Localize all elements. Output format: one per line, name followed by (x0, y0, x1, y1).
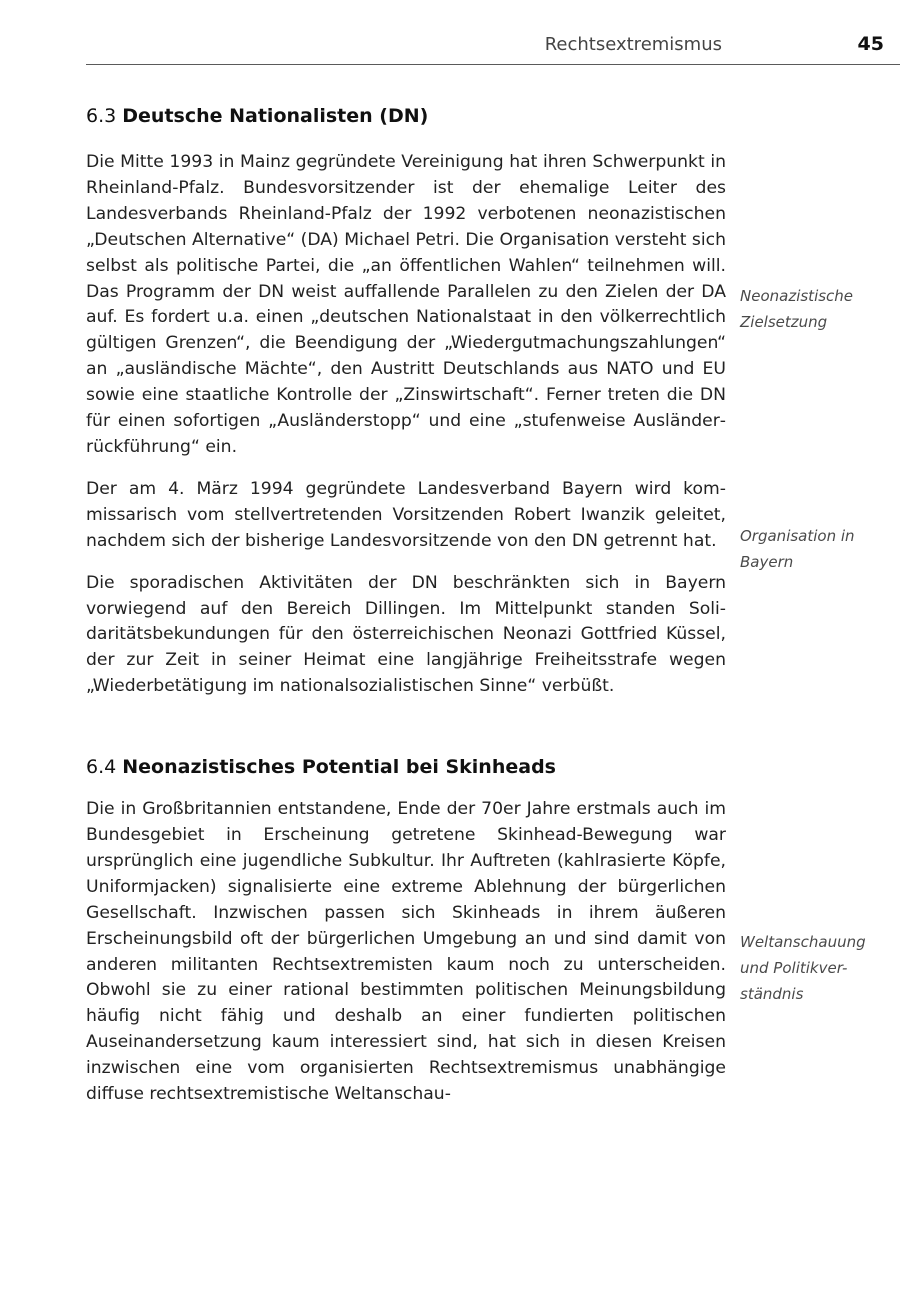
section-heading-6-4 (86, 755, 726, 779)
margin-note-line: Organisation in (740, 527, 855, 545)
margin-note-line: Neonazistische (740, 287, 854, 305)
paragraph: Der am 4. März 1994 gegründete Landesverband Bayern wird kommissarisch vom stellvertretenden Vorsitzenden Robert Iwanzik geleitet, nachdem sich der bisherige Landesvorsitzende von den DN getrennt hat. (86, 478, 726, 551)
running-title: Rechtsextremismus (544, 34, 722, 55)
paragraph: Die in Großbritannien entstandene, Ende der 70er Jahre erstmals auch im Bundesgebiet in Erscheinung getretene Skinhead-Bewegung war ursprünglich eine jugendliche Subkultur. Ihr Auftreten (kahlrasierte Köpfe, Uniformjacken) signalisierte eine extreme Ablehnung der bürgerlichen Gesellschaft. Inzwischen passen sich Skinheads in ihrem äußeren Erscheinungsbild oft der bürgerlichen Umgebung an und sind damit von anderen militanten Rechtsextremisten kaum noch zu unterscheiden. Obwohl sie zu einer rational bestimmten politischen Meinungsbildung häufig nicht fähig und deshalb an einer fundierten politischen Auseinandersetzung kaum interessiert sind, hat sich in diesen Kreisen inzwischen eine vom organisierten Rechtsextremismus unabhängige diffuse rechtsextremistische Weltanschau- (86, 799, 726, 1105)
paragraph: Die sporadischen Aktivitäten der DN beschränkten sich in Bayern vorwiegend auf den Bereich Dillingen. Im Mittelpunkt standen Solidaritätsbekundungen für den österreichischen Neonazi Gottfried Küssel, der zur Zeit in seiner Heimat eine langjährige Freiheitsstrafe wegen „Wiederbetätigung im nationalsozialistischen Sinne“ verbüßt. (86, 572, 726, 697)
running-head (0, 34, 900, 58)
section-number: 6.4 (86, 756, 117, 779)
margin-note-line: Zielsetzung (740, 312, 828, 331)
paragraph: Die Mitte 1993 in Mainz gegründete Vereinigung hat ihren Schwerpunkt in Rheinland-Pfalz. Bundesvorsitzender ist der ehemalige Leiter des Landesverbands Rheinland-Pfalz der 1992 verbotenen neonazistischen „Deutschen Alternative“ (DA) Michael Petri. Die Organisation versteht sich selbst als politische Partei, die „an öffentlichen Wahlen“ teilnehmen will. Das Programm der DN weist auffallende Parallelen zu den Zielen der DA auf. Es fordert u.a. einen „deutschen Nationalstaat in den völkerrechtlich gültigen Grenzen“, die Beendigung der „Wiedergutmachungszahlungen“ an „ausländische Mächte“, den Austritt Deutschlands aus NATO und EU sowie eine staatliche Kontrolle der „Zinswirtschaft“. Ferner treten die DN für einen sofortigen „Ausländerstopp“ und eine „stufenweise Ausländerrückführung“ ein. (86, 152, 726, 457)
margin-note-line: Weltanschauung (740, 933, 866, 951)
margin-note-line: ständnis (740, 984, 804, 1003)
main-column (86, 104, 726, 1108)
margin-note-weltanschauung (740, 930, 890, 1008)
section-heading-6-3 (86, 104, 726, 128)
margin-note-line: und Politikver- (740, 958, 848, 977)
section-number: 6.3 (86, 105, 117, 127)
margin-note-organisation (740, 524, 890, 576)
section-title: Deutsche Nationalisten (DN) (122, 105, 429, 127)
section-title: Neonazistisches Potential bei Skinheads (122, 756, 556, 779)
page-number: 45 (857, 33, 884, 55)
margin-note-line: Bayern (740, 552, 794, 571)
margin-note-zielsetzung (740, 284, 890, 336)
header-rule (86, 64, 900, 65)
